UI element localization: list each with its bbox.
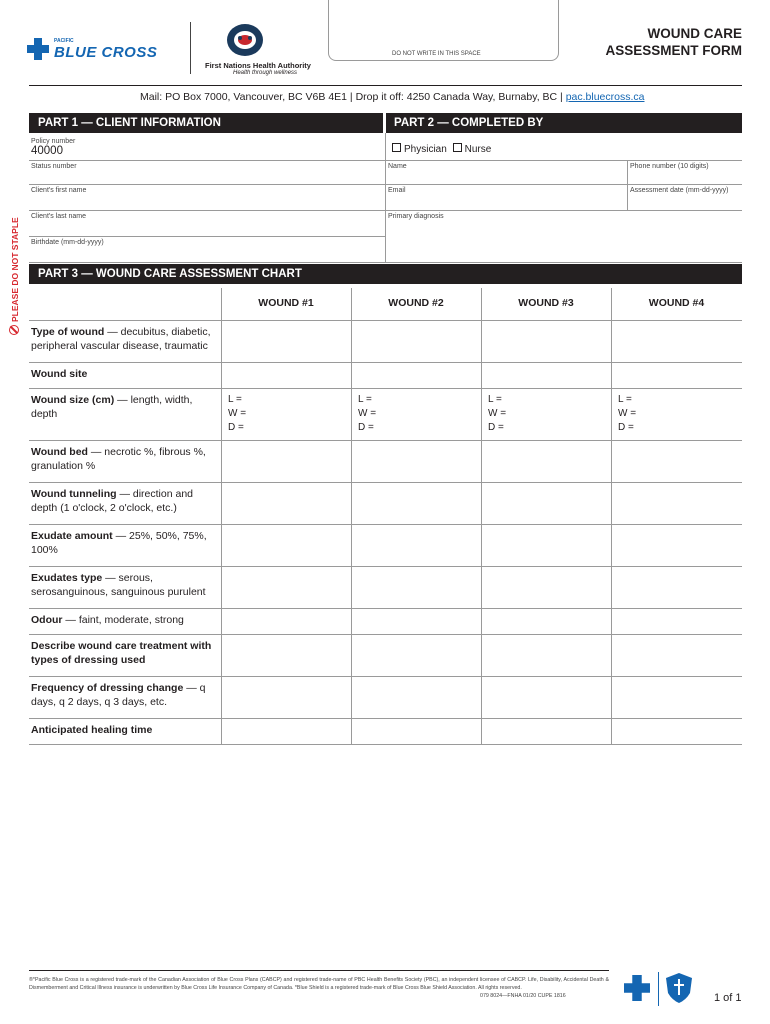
chart-row-label: Odour — faint, moderate, strong bbox=[31, 614, 184, 626]
wound-cell[interactable] bbox=[612, 635, 741, 675]
wound-cell[interactable] bbox=[222, 525, 350, 565]
footer-logo-divider bbox=[658, 972, 659, 1006]
wound-cell[interactable] bbox=[482, 321, 610, 361]
wound-cell[interactable] bbox=[222, 635, 350, 675]
row-line bbox=[29, 262, 742, 263]
wound-column-header: WOUND #3 bbox=[518, 297, 574, 309]
size-entry: L = bbox=[358, 394, 372, 405]
chart-row-label: Wound bed — necrotic %, fibrous %, granulation % bbox=[31, 446, 206, 472]
size-entry: L = bbox=[488, 394, 502, 405]
wound-column-header: WOUND #1 bbox=[258, 297, 314, 309]
size-entry: D = bbox=[228, 422, 244, 433]
wound-cell[interactable] bbox=[612, 719, 741, 743]
chart-row-label: Wound site bbox=[31, 368, 88, 380]
wound-cell[interactable] bbox=[352, 363, 480, 387]
wound-cell[interactable] bbox=[352, 635, 480, 675]
policy-number-input[interactable]: 40000 bbox=[31, 145, 63, 157]
col-line bbox=[627, 160, 628, 210]
size-entry: W = bbox=[358, 408, 377, 419]
chart-row-label: Type of wound — decubitus, diabetic, peripheral vascular disease, traumatic bbox=[31, 326, 211, 352]
wound-cell[interactable] bbox=[612, 677, 741, 717]
no-staple-icon bbox=[9, 325, 19, 335]
mail-line: Mail: PO Box 7000, Vancouver, BC V6B 4E1 | Drop it off: 4250 Canada Way, Burnaby, BC | pac.bluecross.ca bbox=[140, 91, 645, 103]
page-number: 1 of 1 bbox=[714, 992, 742, 1004]
wound-cell[interactable] bbox=[352, 719, 480, 743]
wound-cell[interactable] bbox=[482, 525, 610, 565]
footer-legal: ®*Pacific Blue Cross is a registered trade-mark of the Canadian Association of Blue Cross Plans (CABCP) and registered trade-name of PBC Health Benefits Society (PBC), an independent licensee of CABCP. Life, Disability, Accidental Death & Dismemberment and Critical Illness insurance is underwritten by Blue Cross Life Insurance Company of Canada. *Blue Shield is a registered trade-mark of Blue Cross Blue Shield Association. All rights reserved. bbox=[29, 977, 609, 991]
side-notice: PLEASE DO NOT STAPLE bbox=[9, 210, 21, 340]
wound-cell[interactable] bbox=[612, 483, 741, 523]
part1-header: PART 1 — CLIENT INFORMATION bbox=[29, 113, 383, 133]
logo-divider bbox=[190, 22, 191, 74]
wound-cell[interactable] bbox=[352, 609, 480, 633]
form-title: WOUND CARE ASSESSMENT FORM bbox=[605, 26, 742, 58]
chart-row-label: Exudate amount — 25%, 50%, 75%, 100% bbox=[31, 530, 207, 556]
row-line bbox=[29, 236, 385, 237]
chart-row-label: Wound size (cm) — length, width, depth bbox=[31, 394, 193, 420]
footer-blue-cross-icon bbox=[624, 975, 650, 1001]
wound-cell[interactable] bbox=[482, 363, 610, 387]
chart-row-line bbox=[29, 744, 742, 745]
chart-row-label: Wound tunneling — direction and depth (1 o'clock, 2 o'clock, etc.) bbox=[31, 488, 194, 514]
part2-header: PART 2 — COMPLETED BY bbox=[386, 113, 742, 133]
wound-cell[interactable] bbox=[352, 441, 480, 481]
pacific-blue-cross-logo: PACIFIC BLUE CROSS bbox=[27, 36, 177, 66]
wound-cell[interactable] bbox=[482, 567, 610, 607]
footer-divider bbox=[29, 970, 609, 971]
chart-row-label: Exudates type — serous, serosanguinous, sanguinous purulent bbox=[31, 572, 206, 598]
nurse-checkbox[interactable]: Nurse bbox=[453, 144, 492, 155]
wound-cell[interactable] bbox=[482, 677, 610, 717]
website-link[interactable]: pac.bluecross.ca bbox=[565, 91, 645, 103]
wound-cell[interactable] bbox=[482, 719, 610, 743]
wound-cell[interactable] bbox=[352, 483, 480, 523]
policy-number-label: Policy number bbox=[31, 138, 76, 145]
wound-cell[interactable] bbox=[482, 635, 610, 675]
wound-size-entries bbox=[228, 393, 246, 435]
wound-cell[interactable] bbox=[222, 567, 350, 607]
wound-size-entries bbox=[488, 393, 506, 435]
office-use-label: DO NOT WRITE IN THIS SPACE bbox=[392, 51, 481, 57]
last-name-field[interactable]: Client's last name bbox=[31, 213, 87, 220]
chart-row-label: Anticipated healing time bbox=[31, 724, 153, 736]
completed-by-options bbox=[392, 143, 491, 155]
assessment-date-field[interactable]: Assessment date (mm-dd-yyyy) bbox=[630, 187, 729, 194]
size-entry: L = bbox=[618, 394, 632, 405]
size-entry: D = bbox=[618, 422, 634, 433]
wound-size-entries bbox=[618, 393, 636, 435]
fnha-logo: First Nations Health Authority Health through wellness bbox=[200, 22, 330, 82]
wound-column-header: WOUND #4 bbox=[648, 297, 705, 309]
physician-checkbox[interactable]: Physician bbox=[392, 144, 447, 155]
birthdate-field[interactable]: Birthdate (mm-dd-yyyy) bbox=[31, 239, 104, 246]
wound-cell[interactable] bbox=[482, 483, 610, 523]
size-entry: L = bbox=[228, 394, 242, 405]
wound-size-entries bbox=[358, 393, 376, 435]
blue-shield-icon bbox=[666, 973, 692, 1003]
wound-cell[interactable] bbox=[222, 321, 350, 361]
wound-cell[interactable] bbox=[222, 483, 350, 523]
email-field[interactable]: Email bbox=[388, 187, 406, 194]
phone-field[interactable]: Phone number (10 digits) bbox=[630, 163, 709, 170]
wound-cell[interactable] bbox=[612, 609, 741, 633]
col-line bbox=[385, 133, 386, 262]
part3-header: PART 3 — WOUND CARE ASSESSMENT CHART bbox=[29, 264, 742, 284]
wound-cell[interactable] bbox=[222, 719, 350, 743]
blue-cross-icon bbox=[27, 38, 49, 60]
wound-cell[interactable] bbox=[612, 567, 741, 607]
size-entry: D = bbox=[488, 422, 504, 433]
wound-column-header: WOUND #2 bbox=[388, 297, 444, 309]
wound-cell[interactable] bbox=[222, 441, 350, 481]
wound-cell[interactable] bbox=[482, 609, 610, 633]
size-entry: D = bbox=[358, 422, 374, 433]
chart-row-label: Describe wound care treatment with types of dressing used bbox=[31, 640, 212, 666]
size-entry: W = bbox=[618, 408, 637, 419]
wound-cell[interactable] bbox=[222, 677, 350, 717]
size-entry: W = bbox=[228, 408, 247, 419]
wound-cell[interactable] bbox=[612, 441, 741, 481]
primary-diagnosis-field[interactable]: Primary diagnosis bbox=[388, 213, 444, 220]
wound-cell[interactable] bbox=[612, 321, 741, 361]
wound-cell[interactable] bbox=[352, 321, 480, 361]
wound-cell[interactable] bbox=[222, 363, 350, 387]
chart-row-label: Frequency of dressing change — q days, q 2 days, q 3 days, etc. bbox=[31, 682, 206, 708]
wound-cell[interactable] bbox=[482, 441, 610, 481]
name-field[interactable]: Name bbox=[388, 163, 407, 170]
wound-cell[interactable] bbox=[612, 525, 741, 565]
wound-cell[interactable] bbox=[612, 363, 741, 387]
wound-cell[interactable] bbox=[352, 567, 480, 607]
form-code: 079 8024—FNHA 01/20 CUPE 1816 bbox=[480, 993, 566, 999]
status-number-field[interactable]: Status number bbox=[31, 163, 77, 170]
wound-cell[interactable] bbox=[222, 609, 350, 633]
wound-cell[interactable] bbox=[352, 677, 480, 717]
wound-cell[interactable] bbox=[352, 525, 480, 565]
fnha-emblem-icon bbox=[225, 22, 265, 58]
first-name-field[interactable]: Client's first name bbox=[31, 187, 87, 194]
header-divider bbox=[29, 85, 742, 86]
size-entry: W = bbox=[488, 408, 507, 419]
